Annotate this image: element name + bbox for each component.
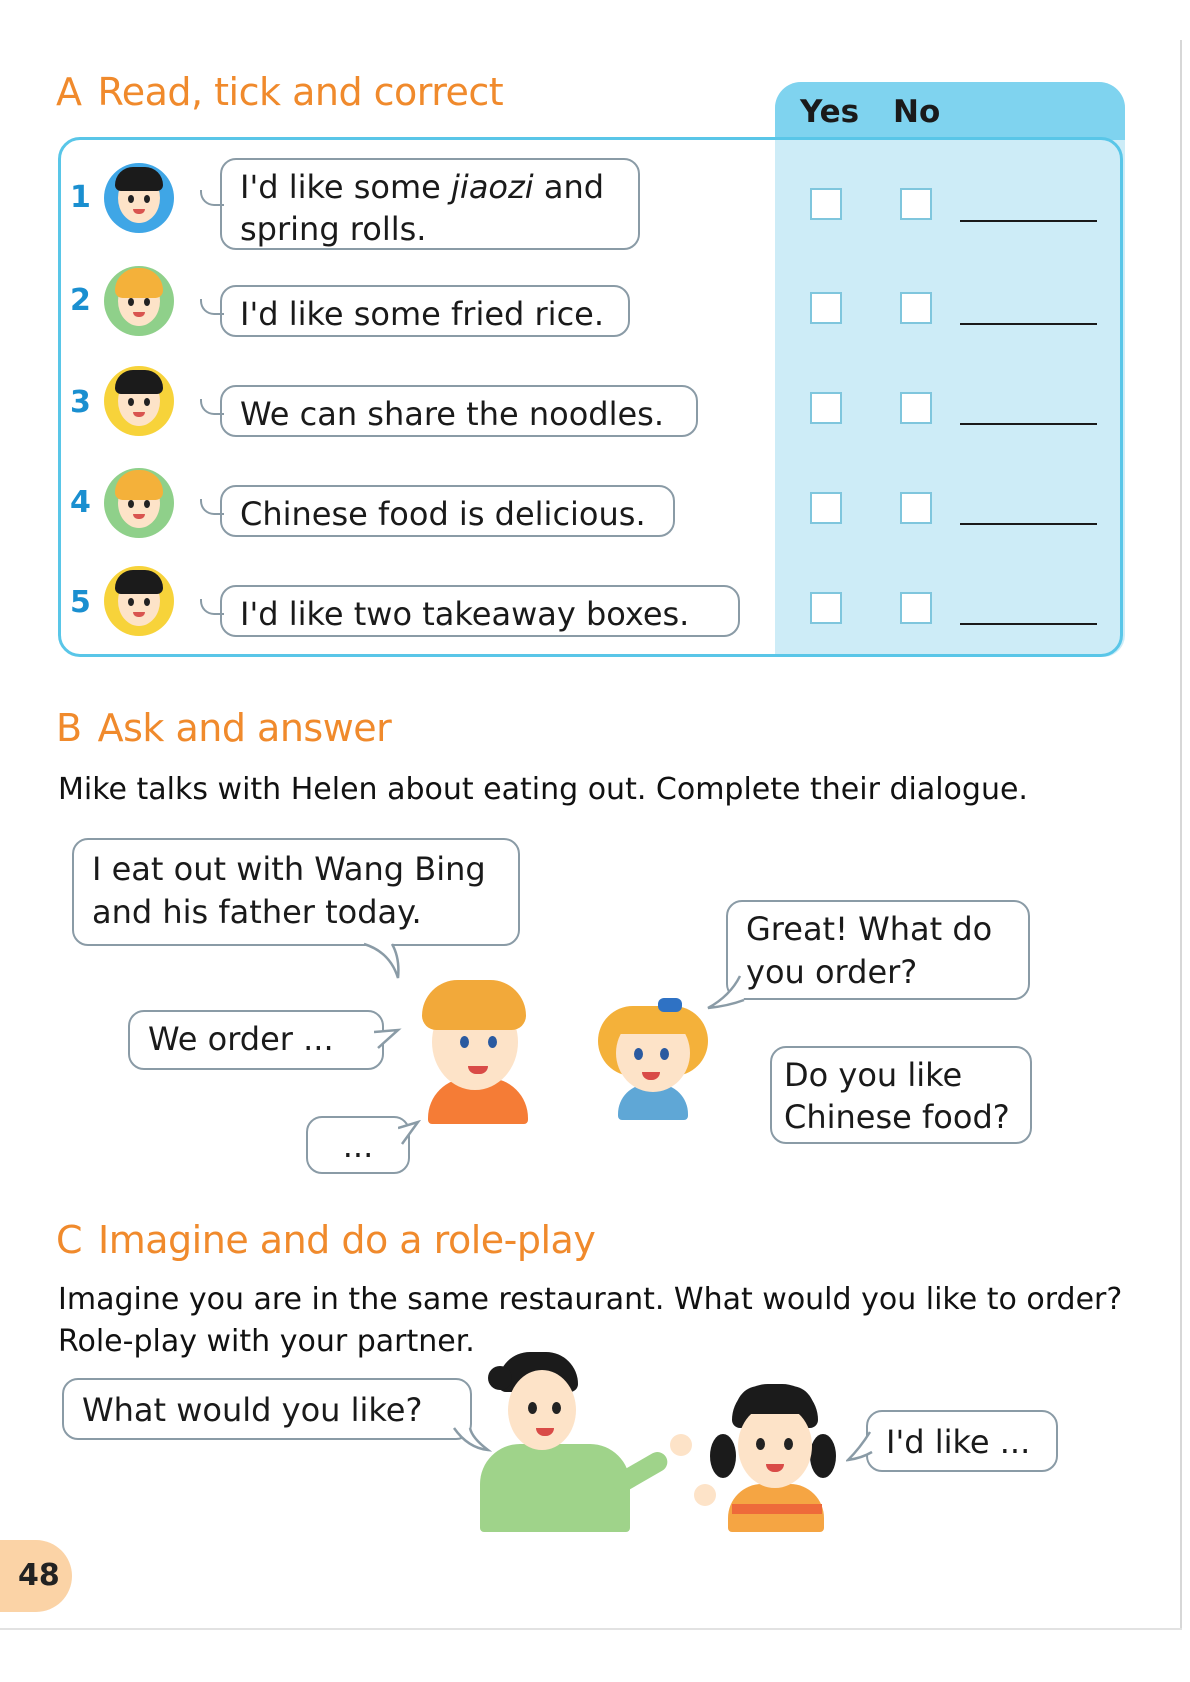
section-c-instruction-line-2: Role-play with your partner.	[58, 1324, 475, 1359]
page-number: 48	[18, 1558, 60, 1593]
speech-bubble-item-1	[220, 158, 640, 250]
yes-checkbox[interactable]	[810, 492, 842, 524]
speech-bubble-item-3	[220, 385, 698, 437]
correction-line[interactable]	[960, 623, 1097, 625]
bubble-tail	[706, 972, 746, 1012]
helen-figure	[598, 996, 708, 1120]
boy-icon	[104, 163, 174, 233]
section-c-instruction-line-1: Imagine you are in the same restaurant. What would you like to order?	[58, 1282, 1123, 1317]
yes-checkbox[interactable]	[810, 292, 842, 324]
section-b-letter: B	[56, 706, 82, 750]
speech-bubble-item-2	[220, 285, 630, 337]
speech-bubble-item-4	[220, 485, 675, 537]
section-c-title	[56, 1218, 595, 1262]
item-1-line-2: spring rolls.	[240, 210, 427, 248]
helen-bubble-1-line-1: Great! What do	[746, 910, 993, 948]
page-number-badge	[0, 1540, 72, 1612]
yes-checkbox[interactable]	[810, 592, 842, 624]
item-number: 1	[70, 180, 91, 215]
page-edge	[1180, 40, 1182, 1630]
item-2-text: I'd like some fried rice.	[240, 295, 605, 333]
bubble-tail	[398, 1120, 422, 1150]
correction-line[interactable]	[960, 523, 1097, 525]
no-column-label: No	[893, 94, 941, 130]
mike-speech-bubble-3[interactable]	[306, 1116, 410, 1174]
item-number: 2	[70, 283, 91, 318]
page-bottom-edge	[0, 1628, 1182, 1630]
item-number: 3	[70, 385, 91, 420]
mike-bubble-1-line-2: and his father today.	[92, 893, 422, 931]
speech-bubble-item-5	[220, 585, 740, 637]
section-c-title-text: Imagine and do a role-play	[98, 1218, 596, 1262]
waiter-bubble-text: What would you like?	[82, 1391, 423, 1429]
no-checkbox[interactable]	[900, 592, 932, 624]
girl-bubble-text: I'd like ...	[886, 1423, 1031, 1461]
helen-speech-bubble-2	[770, 1046, 1032, 1144]
girl-figure	[688, 1380, 838, 1532]
yes-checkbox[interactable]	[810, 392, 842, 424]
section-a-letter: A	[56, 70, 82, 114]
correction-line[interactable]	[960, 423, 1097, 425]
item-3-text: We can share the noodles.	[240, 395, 665, 433]
section-c-letter: C	[56, 1218, 83, 1262]
man-icon	[104, 566, 174, 636]
mike-bubble-2-text: We order ...	[148, 1020, 334, 1058]
mike-bubble-3-text: ...	[342, 1127, 374, 1165]
section-b-title	[56, 706, 391, 750]
item-number: 5	[70, 585, 91, 620]
yes-column-label: Yes	[800, 94, 860, 130]
girl-icon	[104, 468, 174, 538]
waiter-figure	[480, 1352, 680, 1532]
section-b-instruction: Mike talks with Helen about eating out. Complete their dialogue.	[58, 772, 1028, 807]
item-4-text: Chinese food is delicious.	[240, 495, 646, 533]
yes-checkbox[interactable]	[810, 188, 842, 220]
correction-line[interactable]	[960, 220, 1097, 222]
no-checkbox[interactable]	[900, 392, 932, 424]
section-a-title	[56, 70, 503, 114]
mike-bubble-1-line-1: I eat out with Wang Bing	[92, 850, 486, 888]
bubble-tail	[374, 1026, 404, 1056]
bubble-tail	[360, 942, 410, 982]
girl-speech-bubble[interactable]	[866, 1410, 1058, 1472]
mike-speech-bubble-2[interactable]	[128, 1010, 384, 1070]
no-checkbox[interactable]	[900, 292, 932, 324]
waiter-speech-bubble	[62, 1378, 472, 1440]
item-1-line-1: I'd like some jiaozi and	[240, 168, 605, 206]
item-5-text: I'd like two takeaway boxes.	[240, 595, 690, 633]
item-number: 4	[70, 485, 91, 520]
mike-figure	[416, 978, 536, 1124]
no-checkbox[interactable]	[900, 188, 932, 220]
girl-icon	[104, 266, 174, 336]
helen-speech-bubble-1	[726, 900, 1030, 1000]
bubble-tail	[846, 1430, 876, 1464]
correction-line[interactable]	[960, 323, 1097, 325]
helen-bubble-2-line-2: Chinese food?	[784, 1098, 1010, 1136]
section-b-title-text: Ask and answer	[97, 706, 392, 750]
mike-speech-bubble-1	[72, 838, 520, 946]
man-icon	[104, 366, 174, 436]
helen-bubble-2-line-1: Do you like	[784, 1056, 963, 1094]
section-a-title-text: Read, tick and correct	[97, 70, 504, 114]
helen-bubble-1-line-2: you order?	[746, 953, 918, 991]
no-checkbox[interactable]	[900, 492, 932, 524]
